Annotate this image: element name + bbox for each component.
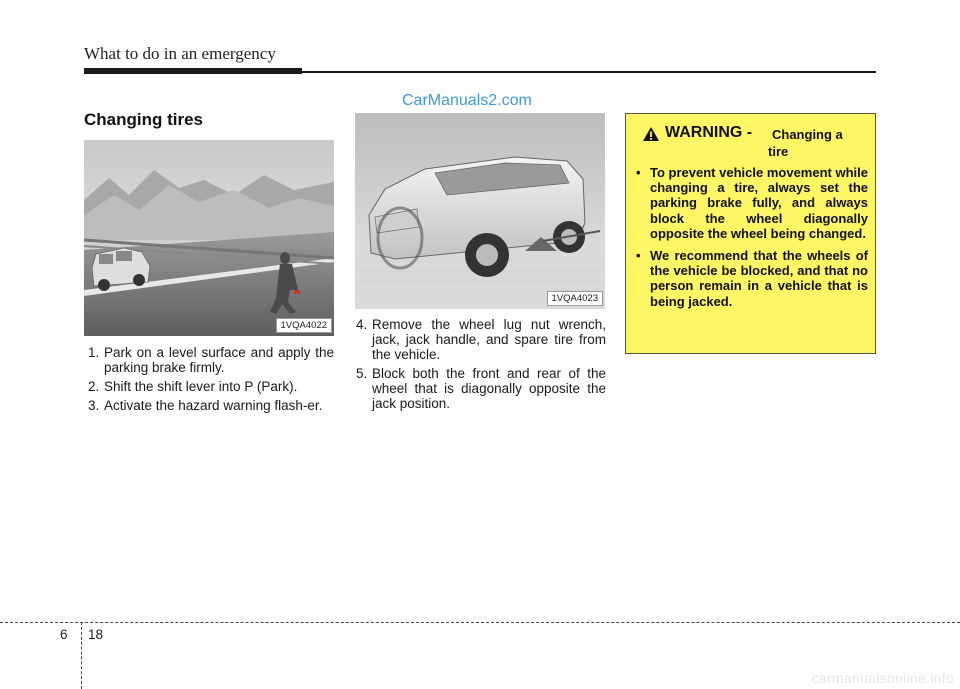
warning-header [626,124,875,162]
figure-code: 1VQA4023 [547,291,603,306]
watermark-bottom: carmanualsonline.info [811,670,954,686]
step-item [356,317,606,362]
step-item [356,366,606,411]
step-number: 4. [356,317,368,332]
warning-bullet-item [636,165,868,241]
section-title: Changing tires [84,110,204,129]
warning-subject-cont: tire [768,144,789,159]
warning-label: WARNING - [665,124,753,141]
step-number: 1. [88,345,100,360]
warning-subject: Changing a [772,127,843,142]
step-text: Remove the wheel lug nut wrench, jack, jack handle, and spare tire from the vehicle. [372,317,606,362]
bullet-marker: • [636,248,641,264]
header-rule-thick [84,68,302,74]
header-rule-thin [302,71,876,73]
step-item [88,345,334,375]
warning-bullet-text: To prevent vehicle movement while changing a tire, always set the parking brake fully, and always block the wheel diagonally opposite the wheel being changed. [650,165,868,241]
steps-list-left [88,345,334,417]
warning-box [625,113,876,354]
watermark-top: CarManuals2.com [402,92,532,109]
roadside-scene-graphic [84,140,334,336]
step-number: 5. [356,366,368,381]
step-number: 2. [88,379,100,394]
suv-jack-graphic [355,113,605,309]
page-header-title: What to do in an emergency [84,44,276,63]
page-number: 18 [88,627,104,642]
step-text: Block both the front and rear of the wheel that is diagonally opposite the jack position. [372,366,606,411]
step-text: Shift the shift lever into P (Park). [104,379,298,394]
warning-bullet-item [636,248,868,309]
step-text: Activate the hazard warning flash-er. [104,398,323,413]
warning-triangle-icon [642,126,660,142]
footer-divider [0,622,960,623]
step-item [88,398,334,413]
step-number: 3. [88,398,100,413]
chapter-number: 6 [60,627,68,642]
step-item [88,379,334,394]
warning-bullet-text: We recommend that the wheels of the vehicle be blocked, and that no person remain in a vehicle that is being jacked. [650,248,868,309]
figure-code: 1VQA4022 [276,318,332,333]
roadside-illustration [84,140,334,336]
bullet-marker: • [636,165,641,180]
warning-bullets [636,165,868,316]
step-text: Park on a level surface and apply the parking brake firmly. [104,345,334,375]
steps-list-middle [356,317,606,415]
vehicle-jack-illustration [355,113,605,309]
